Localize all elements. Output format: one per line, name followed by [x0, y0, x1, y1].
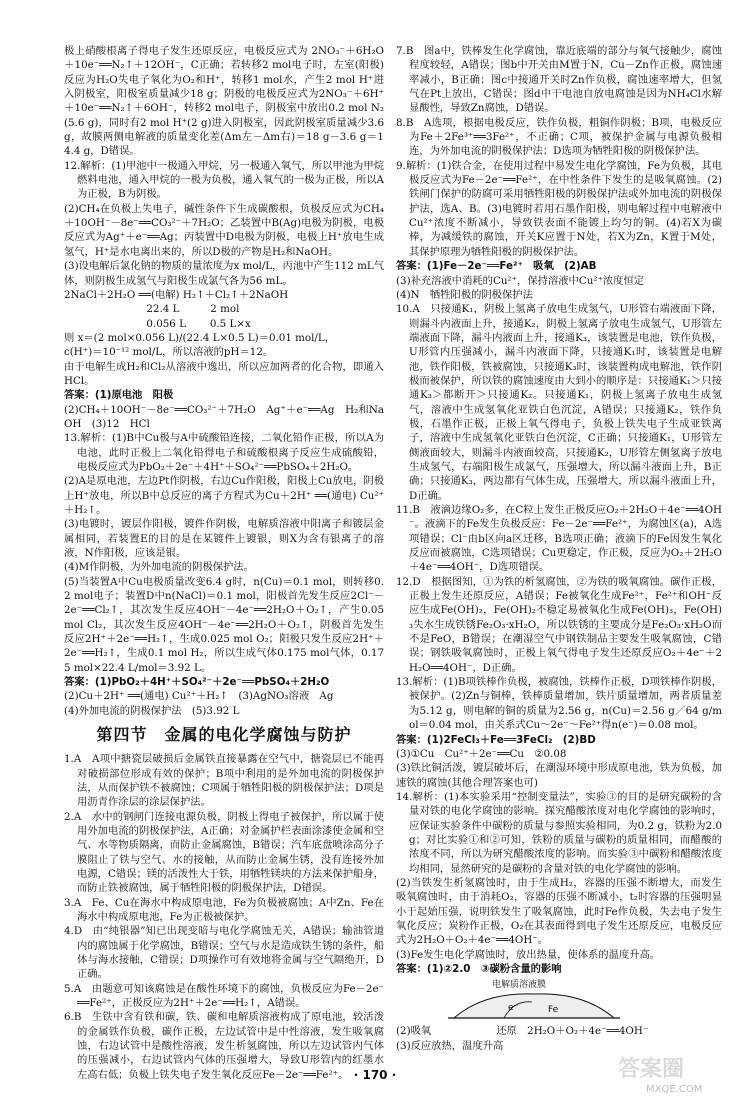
answer-line: (3)补充溶液中消耗的Cu²⁺，保持溶液中Cu²⁺浓度恒定: [396, 274, 645, 287]
paragraph: (2)当铁发生析氢腐蚀时，由于生成H₂，容器的压强不断增大，而发生吸氧腐蚀时，由于消耗O₂，容器的压强不断减小，t₂时容器的压强明显小于起始压强，说明铁发生了吸氧腐蚀，此时Fe作负极，失去电子发生氧化反应；炭粉作正极，O₂在其表面得到电子发生还原反应，电极反应式为2H₂O＋O₂＋4e⁻══4OH⁻。: [396, 876, 722, 947]
paragraph: 14.解析：(1)本实验采用“控制变量法”，实验③的目的是研究碳粉的含量对铁的电化学腐蚀的影响。探究醋酸浓度对电化学腐蚀的影响时，应保证实验条件中碳粉的质量与参照实验相同，为0.2 g，铁粉为2.0 g；对比实验①和②可知，铁粉的质量与碳粉的质量相同，而醋酸的浓度不同，所以为研究醋酸浓度的影响。而实验③中碳粉和醋酸浓度均相同，显然研究的是碳粉的含量对铁的电化学腐蚀的影响。: [396, 790, 722, 875]
answer-line: 答案：(1)原电池 阳极: [64, 389, 174, 402]
paragraph: 11.B 液滴边缘O₂多，在C粒上发生正极反应O₂＋2H₂O＋4e⁻══4OH⁻。液滴下的Fe发生负极反应：Fe－2e⁻══Fe²⁺，为腐蚀区(a)，A选项错误；Cl⁻由b区向a区迁移，B选项正确；液滴下的Fe因发生氧化反应而被腐蚀，C选项错误；Cu更稳定，作正极，反应为O₂＋2H₂O＋4e⁻══4OH⁻，D选项错误。: [396, 504, 722, 574]
answer-part-b: 还原 2H₂O＋O₂＋4e⁻══4OH⁻: [496, 1025, 649, 1038]
answer-line: 答案：(1)Fe－2e⁻══Fe²⁺ 吸氧 (2)AB: [396, 260, 597, 273]
section-title: 第四节 金属的电化学腐蚀与防护: [96, 725, 352, 745]
paragraph: 4.D 由“纯银器”知已出现变暗与电化学腐蚀无关，A错误；输油管道内的腐蚀属于化学腐蚀，B错误；空气与水是造成铁生锈的条件，船体与海水接触，C错误；D项操作可有效地将金属与空气隔绝开，D正确。: [64, 925, 384, 981]
watermark-logo: [612, 1050, 740, 1096]
paragraph: (5)当装置A中Cu电极质量改变6.4 g时，n(Cu)＝0.1 mol，则转移0.2 mol电子；装置D中n(NaCl)＝0.1 mol，阳极首先发生反应2Cl⁻－2e⁻══Cl₂↑，其次发生反应4OH⁻－4e⁻══2H₂O＋O₂↑，产生0.05 mol Cl₂，其次发生反应4OH⁻－4e⁻══2H₂O＋O₂↑，阴极首先发生反应2H⁺＋2e⁻══H₂↑，生成0.025 mol O₂；阳极只发生反应2H⁺＋2e⁻══H₂↑，生成0.1 mol H₂，所以生成气体0.175 mol气体，0.175 mol×22.4 L/mol＝3.92 L。: [64, 575, 384, 674]
equation: 2NaCl＋2H₂O ══(电解) H₂↑＋Cl₂↑＋2NaOH: [64, 288, 289, 301]
page-number: · 170 ·: [353, 1068, 397, 1082]
paragraph: (3)设电解后氯化钠的物质的量浓度为x mol/L，丙池中产生112 mL气体，则阴极生成氢气与阳极生成氯气各为56 mL。: [64, 260, 384, 287]
answer-part-a: (2)吸氧: [396, 1025, 432, 1038]
equation: 0.056 L 0.5 L×x: [64, 317, 251, 330]
paragraph: 10.A 只接通K₁，阴极上氢离子放电生成氢气，U形管右端液面下降，则漏斗内液面上升，接通K₂，阴极上氢离子放电生成氢气，U形管左端液面下降，漏斗内液面上升，接通K₃，该装置是电池，铁作负极，U形管内压强减小，漏斗内液面下降，只接通K₁时，该装置是电解池，铁作阳极，铁被腐蚀，只接通K₃时，该装置构成电解池，铁作阴极而被保护，所以铁的腐蚀速度由大到小的顺序是：只接通K₁＞只接通K₃＞都断开＞只接通K₂。只接通K₁，阴极上氢离子放电生成氢气，溶液中生成氢氧化亚铁白色沉淀，A错误；只接通K₂，铁作负极，石墨作正极，正极上氧气得电子，负极上铁失电子生成亚铁离子，溶液中生成氢氧化亚铁白色沉淀，C正确；只接通K₁，U形管左侧液面较大，则漏斗内液面较高，只接通K₂，U形管左侧氢离子放电生成氢气，右端阳极生成氯气，压强增大，所以漏斗液面上升，B正确；只接通K₃，两边都有气体生成，压强增大，所以漏斗液面上升，D正确。: [396, 303, 722, 502]
paragraph: 极上硝酸根离子得电子发生还原反应，电极反应式为 2NO₃⁻＋6H₂O＋10e⁻══N₂↑＋12OH⁻，C正确；若转移2 mol电子时，左室(阳极)反应为H₂O失电子氧化为O₂和H⁺，转移1 mol水，产生2 mol H⁺进入阴极室，阳极室质量减少18 g；阴极的电极反应式为2NO₃⁻＋6H⁺＋10e⁻══N₂↑＋6OH⁻，转移2 mol电子，阴极室中放出0.2 mol N₂(5.6 g)，同时有2 mol H⁺(2 g)进入阴极室，因此阴极室质量减少3.6 g，故膜两侧电解液的质量变化差(Δm左－Δm右)＝18 g－3.6 g＝14.4 g，D错误。: [64, 45, 384, 158]
paragraph: 1.A A项中搪瓷层破损后金属铁直接暴露在空气中，搪瓷层已不能再对破损部位形成有效的保护；B项中利用的是外加电流的阴极保护法，从而保护铁不被腐蚀；C项属于牺牲阳极的阴极保护法；D项是用沥青作涂层的涂层保护法。: [64, 753, 384, 809]
answer-line: (3)①Cu Cu²⁺＋2e⁻══Cu ②0.08: [396, 747, 567, 760]
corrosion-diagram: [444, 978, 624, 1022]
paragraph: 由于电解生成H₂和Cl₂从溶液中逸出，所以应加两者的化合物，即通入HCl。: [64, 360, 384, 387]
electrolyte-film: [454, 994, 614, 1018]
answer-line: 答案：(1)②2.0 ③碳粉含量的影响: [396, 963, 562, 975]
paragraph: 13.解析：(1)B项铁棒作负极，被腐蚀，铁棒作正极，D项铁棒作阴极，被保护。(2)Zn与铜棒，铁棒质量增加，铁片质量增加，两者质量差为5.12 g，则电解的铜的质量为2.56 g，n(Cu)＝2.56 g／64 g/mol＝0.04 mol，由关系式Cu～2e⁻～Fe²⁺得n(e⁻)＝0.08 mol。: [396, 676, 722, 732]
svg-text:MXQE.COM: MXQE.COM: [646, 1084, 703, 1095]
answer-line: (3)反应放热，温度升高: [396, 1039, 504, 1052]
paragraph: 8.B A选项，根据电极反应，铁作负极，粗铜作阴极；B项，电极反应为Fe＋2Fe³⁺══3Fe²⁺，不正确；C项，被保护金属与电源负极相连，为外加电流的阴极保护法；D选项为牺牲阳极的阴极保护法。: [396, 116, 722, 158]
paragraph: 6.B 生铁中含有铁和碳，铁、碳和电解质溶液构成了原电池，较活泼的金属铁作负极，碳作正极，左边试管中是中性溶液，发生吸氧腐蚀，右边试管中是酸性溶液，发生析氢腐蚀，所以左边试管内气体的压强减小，右边试管内气体的压强增大，导致U形管内的红墨水左高右低；负极上铁失电子发生氧化反应Fe－2e⁻══Fe²⁺。: [64, 1011, 384, 1081]
paragraph: 则 x＝(2 mol×0.056 L)/(22.4 L×0.5 L)＝0.01 mol/L，: [64, 331, 336, 344]
paragraph: 13.解析：(1)B中Cu极与A中硫酸铅连接，二氧化铅作正极，所以A为电池，此时正极上二氧化铅得电子和硫酸根离子反应生成硫酸铅，电极反应式为PbO₂＋2e⁻＋4H⁺＋SO₄²⁻══PbSO₄＋2H₂O。: [64, 432, 384, 473]
answer-line: (2)CH₄＋10OH⁻－8e⁻══CO₃²⁻＋7H₂O Ag⁺＋e⁻══Ag H₂和NaOH (3)12 HCl: [64, 403, 384, 430]
answer-line: (2)Cu＋2H⁺ ══(通电) Cu²⁺＋H₂↑ (3)AgNO₃溶液 Ag: [64, 690, 334, 703]
answer-line: (4)外加电流的阴极保护法 (5)3.92 L: [64, 704, 240, 717]
figure-caption: 电解质溶液膜: [492, 980, 547, 991]
answer-line: 答案：(1)PbO₂＋4H⁺＋SO₄²⁻＋2e⁻══PbSO₄＋2H₂O: [64, 676, 330, 689]
paragraph: c(H⁺)＝10⁻¹² mol/L，所以溶液的pH＝12。: [64, 346, 274, 359]
answer-line: 答案：(1)2FeCl₃＋Fe══3FeCl₂ (2)BD: [396, 733, 596, 746]
answer-line: [396, 1024, 722, 1038]
paragraph: 3.A Fe、Cu在海水中构成原电池，Fe为负极被腐蚀；A中Zn、Fe在海水中构成原电池，Fe为正极被保护。: [64, 896, 384, 923]
paragraph: 2.A 水中的钢闸门连接电源负极，阴极上得电子被保护，所以属于使用外加电流的阴极保护法，A正确；对金属护栏表面涂漆使金属和空气、水等物质隔离，而防止金属腐蚀，B错误；汽车底盘喷涂高分子膜阻止了铁与空气、水的接触，从而防止金属生锈，没有连接外加电源，C错误；镁的活泼性大于铁，用牺牲镁块的方法来保护船身，而防止铁被腐蚀，属于牺牲阳极的阴极保护法，D错误。: [64, 810, 384, 895]
left-column: [64, 44, 384, 1082]
electron-label: e⁻: [508, 1003, 519, 1014]
paragraph: 7.B 图a中，铁棒发生化学腐蚀，靠近底端的部分与氧气接触少，腐蚀程度较轻，A错误；图b中开关由M置于N，Cu－Zn作正极，腐蚀速率减小，B正确；图c中接通开关时Zn作负极，腐蚀速率增大，但氢气在Pt上放出，C错误；图d中干电池自放电腐蚀是因为NH₄Cl水解显酸性，导致Zn腐蚀，D错误。: [396, 45, 722, 115]
paragraph: (2)CH₄在负极上失电子，碱性条件下生成碳酸根，负极反应式为CH₄＋10OH⁻－8e⁻══CO₃²⁻＋7H₂O；乙装置中B(Ag)电极为阴极，电极反应式为Ag⁺＋e⁻══Ag；丙装置中D电极为阴极，电极上H⁺放电生成氢气，H⁺是水电离出来的，所以D极的产物是H₂和NaOH。: [64, 202, 384, 258]
answer-line: (3)铁比铜活泼，镀层破坏后，在潮湿环境中形成原电池，铁为负极，加速铁的腐蚀(其他合理答案也可): [396, 762, 722, 789]
answer-line: (4)N 牺牲阳极的阴极保护法: [396, 288, 533, 301]
paragraph: 12.解析：(1)甲池中一极通入甲烷，另一极通入氧气，所以甲池为甲烷燃料电池，通入甲烷的一极为负极，通入氧气的一极为正极，所以A为正极，B为阴极。: [64, 159, 384, 201]
iron-label: Fe: [548, 1005, 559, 1016]
paragraph: 9.解析：(1)铁合金，在使用过程中易发生电化学腐蚀，Fe为负极，其电极反应式为Fe－2e⁻══Fe²⁺，在中性条件下发生的是吸氧腐蚀。(2)铁闸门保护的防腐可采用牺牲阳极的阴极保护法或外加电流的阴极保护法，选A、B。(3)电镀时若用石墨作阳极，则电解过程中电解液中Cu²⁺浓度不断减小，导致铁表面不能镀上均匀的铜。(4)若X为碳棒，为减缓铁的腐蚀，开关K应置于N处，若X为Zn，K置于M处，其保护原理为牺牲阳极的阴极保护法。: [396, 159, 722, 258]
paragraph: (3)Fe发生电化学腐蚀时，放出热量，使体系的温度升高。: [396, 948, 661, 961]
equation: 22.4 L 2 mol: [64, 303, 240, 316]
paragraph: (4)M作阴极，为外加电流的阴极保护法。: [64, 561, 254, 574]
paragraph: (2)A是原电池，左边Pt作阴极，右边Cu作阳极，阳极上Cu放电，阴极上H⁺放电，所以B中总反应的离子方程式为Cu＋2H⁺ ══(通电) Cu²⁺＋H₂↑。: [64, 475, 384, 516]
paragraph: (3)电镀时，镀层作阳极，镀件作阴极，电解质溶液中阳离子和镀层金属相同，若装置E的目的是在某镀件上镀银，则X为含有银离子的溶液，N作阳极，应该是银。: [64, 518, 384, 560]
svg-text:答案圈: 答案圈: [618, 1057, 685, 1082]
paragraph: 5.A 由题意可知该腐蚀是在酸性环境下的腐蚀，负极反应为Fe－2e⁻══Fe²⁺，正极反应为2H⁺＋2e⁻══H₂↑，A错误。: [64, 982, 384, 1009]
right-column: [396, 44, 722, 1053]
paragraph: 12.D 根据图知，①为铁的析氢腐蚀，②为铁的吸氧腐蚀。碳作正极，正极上发生还原反应，A错误；Fe被氧化生成Fe²⁺，Fe²⁺和OH⁻反应生成Fe(OH)₂，Fe(OH)₂不稳定易被氧化生成Fe(OH)₃，Fe(OH)₃失水生成铁锈Fe₂O₃·xH₂O，所以铁锈的主要成分是Fe₂O₃·xH₂O而不是FeO，B错误；在潮湿空气中钢铁制品主要发生吸氧腐蚀，C错误；钢铁吸氧腐蚀时，正极上氧气得电子发生还原反应O₂＋4e⁻＋2H₂O══4OH⁻，D正确。: [396, 575, 722, 674]
